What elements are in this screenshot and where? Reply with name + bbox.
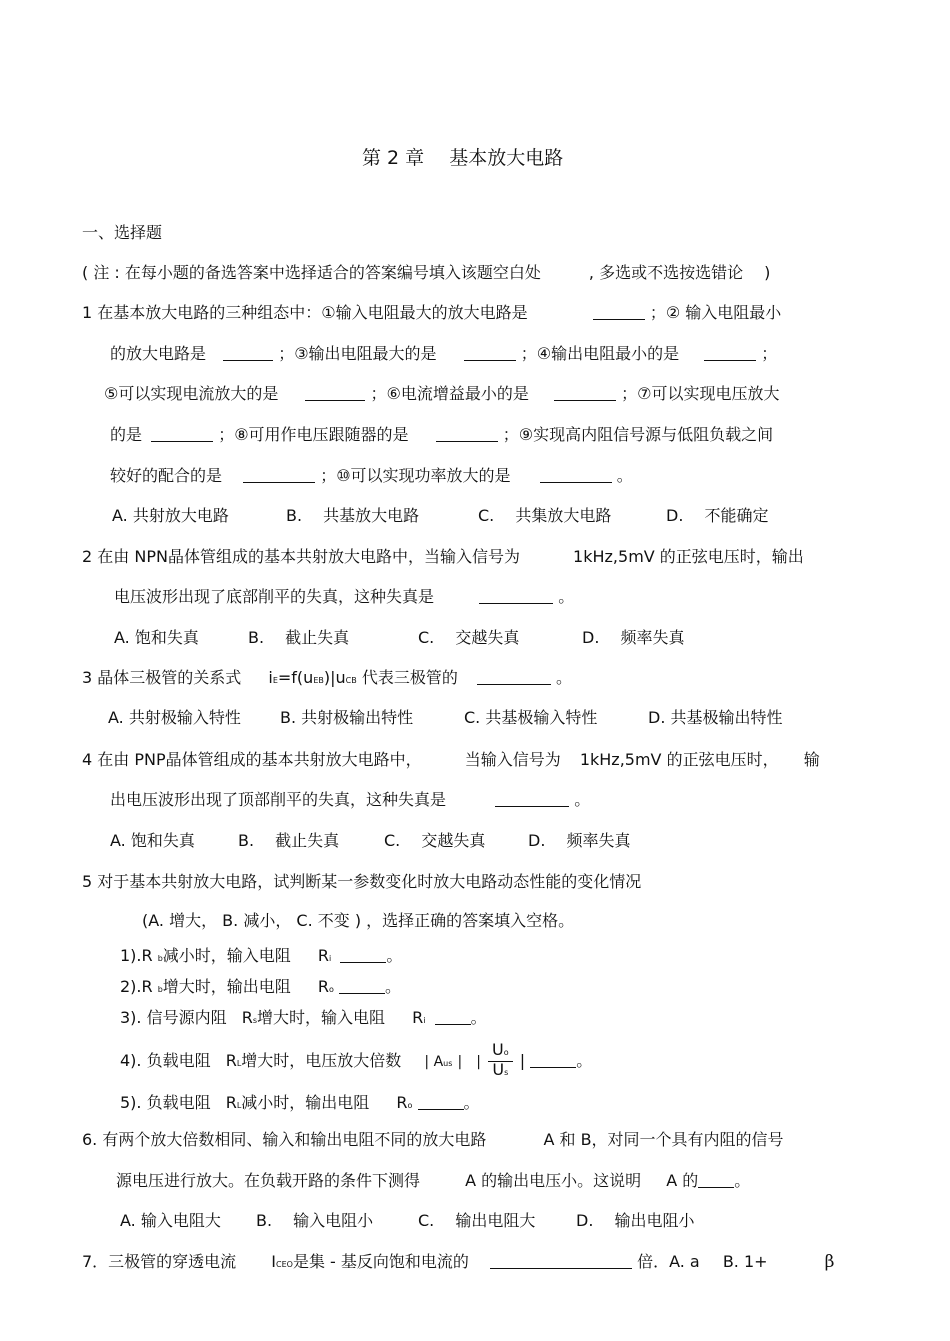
q5-s1-r: R (317, 946, 330, 965)
q1-text-3b: ；⑥电流增益最小的是 (370, 384, 529, 403)
q1-text-4a: 的是 (110, 425, 143, 444)
q7-text-d: B. 1+ (722, 1252, 768, 1271)
q7-answer-blank[interactable] (490, 1252, 632, 1269)
q1-text-4b: ；⑧可用作电压跟随器的是 (218, 425, 409, 444)
q5-answer-blank-3[interactable] (435, 1008, 471, 1025)
q7-text-c: 倍．A. a (637, 1252, 700, 1271)
q7-beta: β (824, 1252, 835, 1272)
q4-text-2: 出电压波形出现了顶部削平的失真，这种失真是 (110, 790, 447, 809)
q1-text-3a: ⑤可以实现电流放大的是 (104, 384, 279, 403)
q7-line1 (82, 1252, 834, 1275)
q3-f1: i (268, 668, 273, 687)
q1-answer-blank-6[interactable] (554, 384, 616, 401)
q1-text-2b: ；③输出电阻最大的是 (278, 344, 437, 363)
q5-s4-label: 4). 负载电阻 (120, 1051, 211, 1070)
q5-s3-text: 增大时，输入电阻 (257, 1008, 386, 1027)
q5-s4-den: U (492, 1060, 505, 1079)
q2-option-a: A. 饱和失真 (114, 628, 199, 647)
q5-s2-rsub: o (329, 985, 334, 994)
q5-sub2 (120, 977, 401, 1000)
q5-s4-end: 。 (576, 1051, 593, 1070)
q7-text-a: 7．三极管的穿透电流 (82, 1252, 237, 1271)
q5-s4-gain-sub: us (443, 1059, 453, 1068)
q2-text-1a: 2 在由 NPN晶体管组成的基本共射放大电路中，当输入信号为 (82, 547, 520, 566)
q4-option-c: C. 交越失真 (384, 831, 486, 850)
q5-s3-r2sub: i (423, 1016, 426, 1025)
q4-text-1d: 输 (803, 750, 820, 769)
q6-text-2c: A 的 (666, 1171, 699, 1190)
q5-s2-label: 2).R (120, 977, 158, 996)
q1-text-4c: ；⑨实现高内阻信号源与低阻负载之间 (502, 425, 774, 444)
q5-s5-rsub: L (236, 1101, 242, 1110)
q1-answer-blank-8[interactable] (436, 425, 498, 442)
q1-answer-blank-1[interactable] (593, 303, 645, 320)
q1-text-2a: 的放大电路是 (110, 344, 207, 363)
q1-answer-blank-2[interactable] (223, 344, 273, 361)
q3-text-b: 代表三极管的 (361, 668, 458, 687)
q4-text-1a: 4 在由 PNP晶体管组成的基本共射放大电路中， (82, 750, 422, 769)
q5-s5-text: 减小时，输出电阻 (241, 1093, 370, 1112)
q5-s4-fraction (488, 1042, 513, 1081)
q1-line4 (110, 425, 773, 445)
q1-answer-blank-5[interactable] (305, 384, 365, 401)
q3-answer-blank[interactable] (477, 668, 551, 685)
q5-s4-gain: | A (424, 1054, 444, 1070)
q6-text-2b: A 的输出电压小。这说明 (465, 1171, 642, 1190)
q3-s1: E (272, 676, 278, 685)
q5-s4-num-sub: o (503, 1048, 509, 1057)
q5-s3-end: 。 (470, 1008, 487, 1027)
q6-option-a: A. 输入电阻大 (120, 1211, 221, 1230)
q5-s1-rsub: i (329, 954, 332, 963)
q5-s4-r: R (225, 1051, 237, 1070)
q5-s4-den-sub: s (504, 1068, 509, 1077)
q3-line1 (82, 668, 572, 691)
q1-answer-blank-4[interactable] (704, 344, 756, 361)
q3-text-a: 3 晶体三极管的关系式 (82, 668, 242, 687)
q6-line1 (82, 1130, 784, 1150)
q5-s4-denominator (488, 1062, 513, 1081)
page-title: 第 2 章 基本放大电路 (362, 147, 564, 169)
q6-option-b: B. 输入电阻小 (256, 1211, 374, 1230)
q5-s2-end: 。 (385, 977, 402, 996)
section-heading: 一、选择题 (82, 223, 163, 242)
q2-line2 (114, 587, 574, 607)
q6-line2 (116, 1171, 750, 1191)
q5-s4-bar: | | (457, 1054, 481, 1070)
q1-line2 (110, 344, 777, 364)
q5-answer-blank-2[interactable] (339, 977, 385, 994)
q1-answer-blank-9[interactable] (243, 466, 315, 483)
q4-option-b: B. 截止失真 (238, 831, 340, 850)
q5-s3-rsub: s (252, 1016, 257, 1025)
q5-s2-sub: b (157, 985, 163, 994)
q1-option-c: C. 共集放大电路 (478, 506, 612, 525)
q2-option-c: C. 交越失真 (418, 628, 520, 647)
q2-text-2: 电压波形出现了底部削平的失真，这种失真是 (114, 587, 435, 606)
q1-text-2d: ； (761, 344, 778, 363)
q7-current-sub: CEO (276, 1260, 293, 1269)
instruction-note: ( 注 : 在每小题的备选答案中选择适合的答案编号填入该题空白处 , 多选或不选按选错论 ) (82, 263, 771, 282)
q5-answer-blank-4[interactable] (530, 1051, 576, 1068)
q2-option-b: B. 截止失真 (248, 628, 350, 647)
q5-s4-text: 增大时，电压放大倍数 (241, 1051, 402, 1070)
q6-option-d: D. 输出电阻小 (576, 1211, 695, 1230)
q2-option-d: D. 频率失真 (582, 628, 685, 647)
q6-answer-blank[interactable] (698, 1171, 734, 1188)
q5-s3-r2: R (412, 1008, 424, 1027)
q6-option-c: C. 输出电阻大 (418, 1211, 536, 1230)
q1-line3 (104, 384, 779, 404)
q1-answer-blank-7[interactable] (151, 425, 213, 442)
q3-option-c: C. 共基极输入特性 (464, 708, 598, 727)
q5-s1-label: 1).R (120, 946, 158, 965)
q5-answer-blank-1[interactable] (340, 946, 386, 963)
q7-text-b: 是集 - 基反向饱和电流的 (292, 1252, 469, 1271)
q2-answer-blank[interactable] (479, 587, 553, 604)
q5-line1: 5 对于基本共射放大电路，试判断某一参数变化时放大电路动态性能的变化情况 (82, 872, 642, 891)
q5-s2-r: R (317, 977, 330, 996)
q3-option-a: A. 共射极输入特性 (108, 708, 241, 727)
q1-text-5b: ；⑩可以实现功率放大的是 (320, 466, 511, 485)
q4-line2 (110, 790, 590, 810)
q5-answer-blank-5[interactable] (418, 1093, 464, 1110)
q4-option-a: A. 饱和失真 (110, 831, 195, 850)
q6-text-1b: A 和 B，对同一个具有内阻的信号 (543, 1130, 784, 1149)
q5-s5-r: R (225, 1093, 237, 1112)
q1-answer-blank-10[interactable] (540, 466, 612, 483)
q2-text-end: 。 (558, 587, 575, 606)
q3-text-end: 。 (556, 668, 573, 687)
q2-text-1b: 1kHz,5mV 的正弦电压时，输出 (573, 547, 804, 566)
q5-s3-label: 3). 信号源内阻 (120, 1008, 227, 1027)
q5-s2-text: 增大时，输出电阻 (162, 977, 291, 996)
q5-s5-r2: R (396, 1093, 408, 1112)
q7-current-symbol: I (271, 1252, 276, 1271)
q1-answer-blank-3[interactable] (464, 344, 516, 361)
q1-option-a: A. 共射放大电路 (112, 506, 229, 525)
q5-s5-end: 。 (463, 1093, 480, 1112)
q6-text-end: 。 (734, 1171, 751, 1190)
q5-sub5 (120, 1093, 480, 1116)
q3-option-b: B. 共射极输出特性 (280, 708, 414, 727)
q5-sub4 (120, 1042, 592, 1082)
q4-line1 (82, 750, 820, 770)
q1-text-5c: 。 (616, 466, 633, 485)
q6-text-2a: 源电压进行放大。在负载开路的条件下测得 (116, 1171, 421, 1190)
q5-s5-r2sub: o (407, 1101, 413, 1110)
q1-text-2c: ；④输出电阻最小的是 (520, 344, 680, 363)
q3-s3: CB (345, 676, 357, 685)
q1-text-5a: 较好的配合的是 (110, 466, 223, 485)
q4-answer-blank[interactable] (495, 790, 569, 807)
q5-sub1 (120, 946, 402, 969)
q5-line2: (A. 增大， B. 减小， C. 不变 ) ，选择正确的答案填入空格。 (142, 911, 575, 930)
q5-s4-rsub: L (236, 1059, 242, 1068)
q5-s1-sub: b (157, 954, 163, 963)
q6-text-1a: 6. 有两个放大倍数相同、输入和输出电阻不同的放大电路 (82, 1130, 487, 1149)
q3-option-d: D. 共基极输出特性 (648, 708, 783, 727)
q5-sub3 (120, 1008, 487, 1031)
q1-line1 (82, 303, 781, 323)
q3-f2: =f(u (277, 668, 314, 687)
q5-s3-r: R (241, 1008, 253, 1027)
q5-s4-num: U (492, 1040, 504, 1059)
q5-s1-text: 减小时，输入电阻 (162, 946, 291, 965)
q4-text-end: 。 (574, 790, 591, 809)
q5-s1-end: 。 (386, 946, 403, 965)
q1-option-d: D. 不能确定 (666, 506, 769, 525)
q1-text-1: 1 在基本放大电路的三种组态中：①输入电阻最大的放大电路是 (82, 303, 528, 322)
q3-f3: )|u (323, 668, 346, 687)
q5-s5-label: 5). 负载电阻 (120, 1093, 211, 1112)
q4-text-1b: 当输入信号为 (464, 750, 561, 769)
q1-line5 (110, 466, 633, 486)
q1-text-1b: ；② 输入电阻最小 (649, 303, 782, 322)
q4-option-d: D. 频率失真 (528, 831, 631, 850)
q1-option-b: B. 共基放大电路 (286, 506, 420, 525)
q3-formula (268, 668, 361, 687)
q5-s4-bar2: | (519, 1051, 526, 1070)
q1-text-3c: ；⑦可以实现电压放大 (621, 384, 780, 403)
q2-line1 (82, 547, 804, 567)
q5-s4-numerator (488, 1042, 513, 1062)
q4-text-1c: 1kHz,5mV 的正弦电压时， (579, 750, 779, 769)
q3-s2: EB (313, 676, 324, 685)
